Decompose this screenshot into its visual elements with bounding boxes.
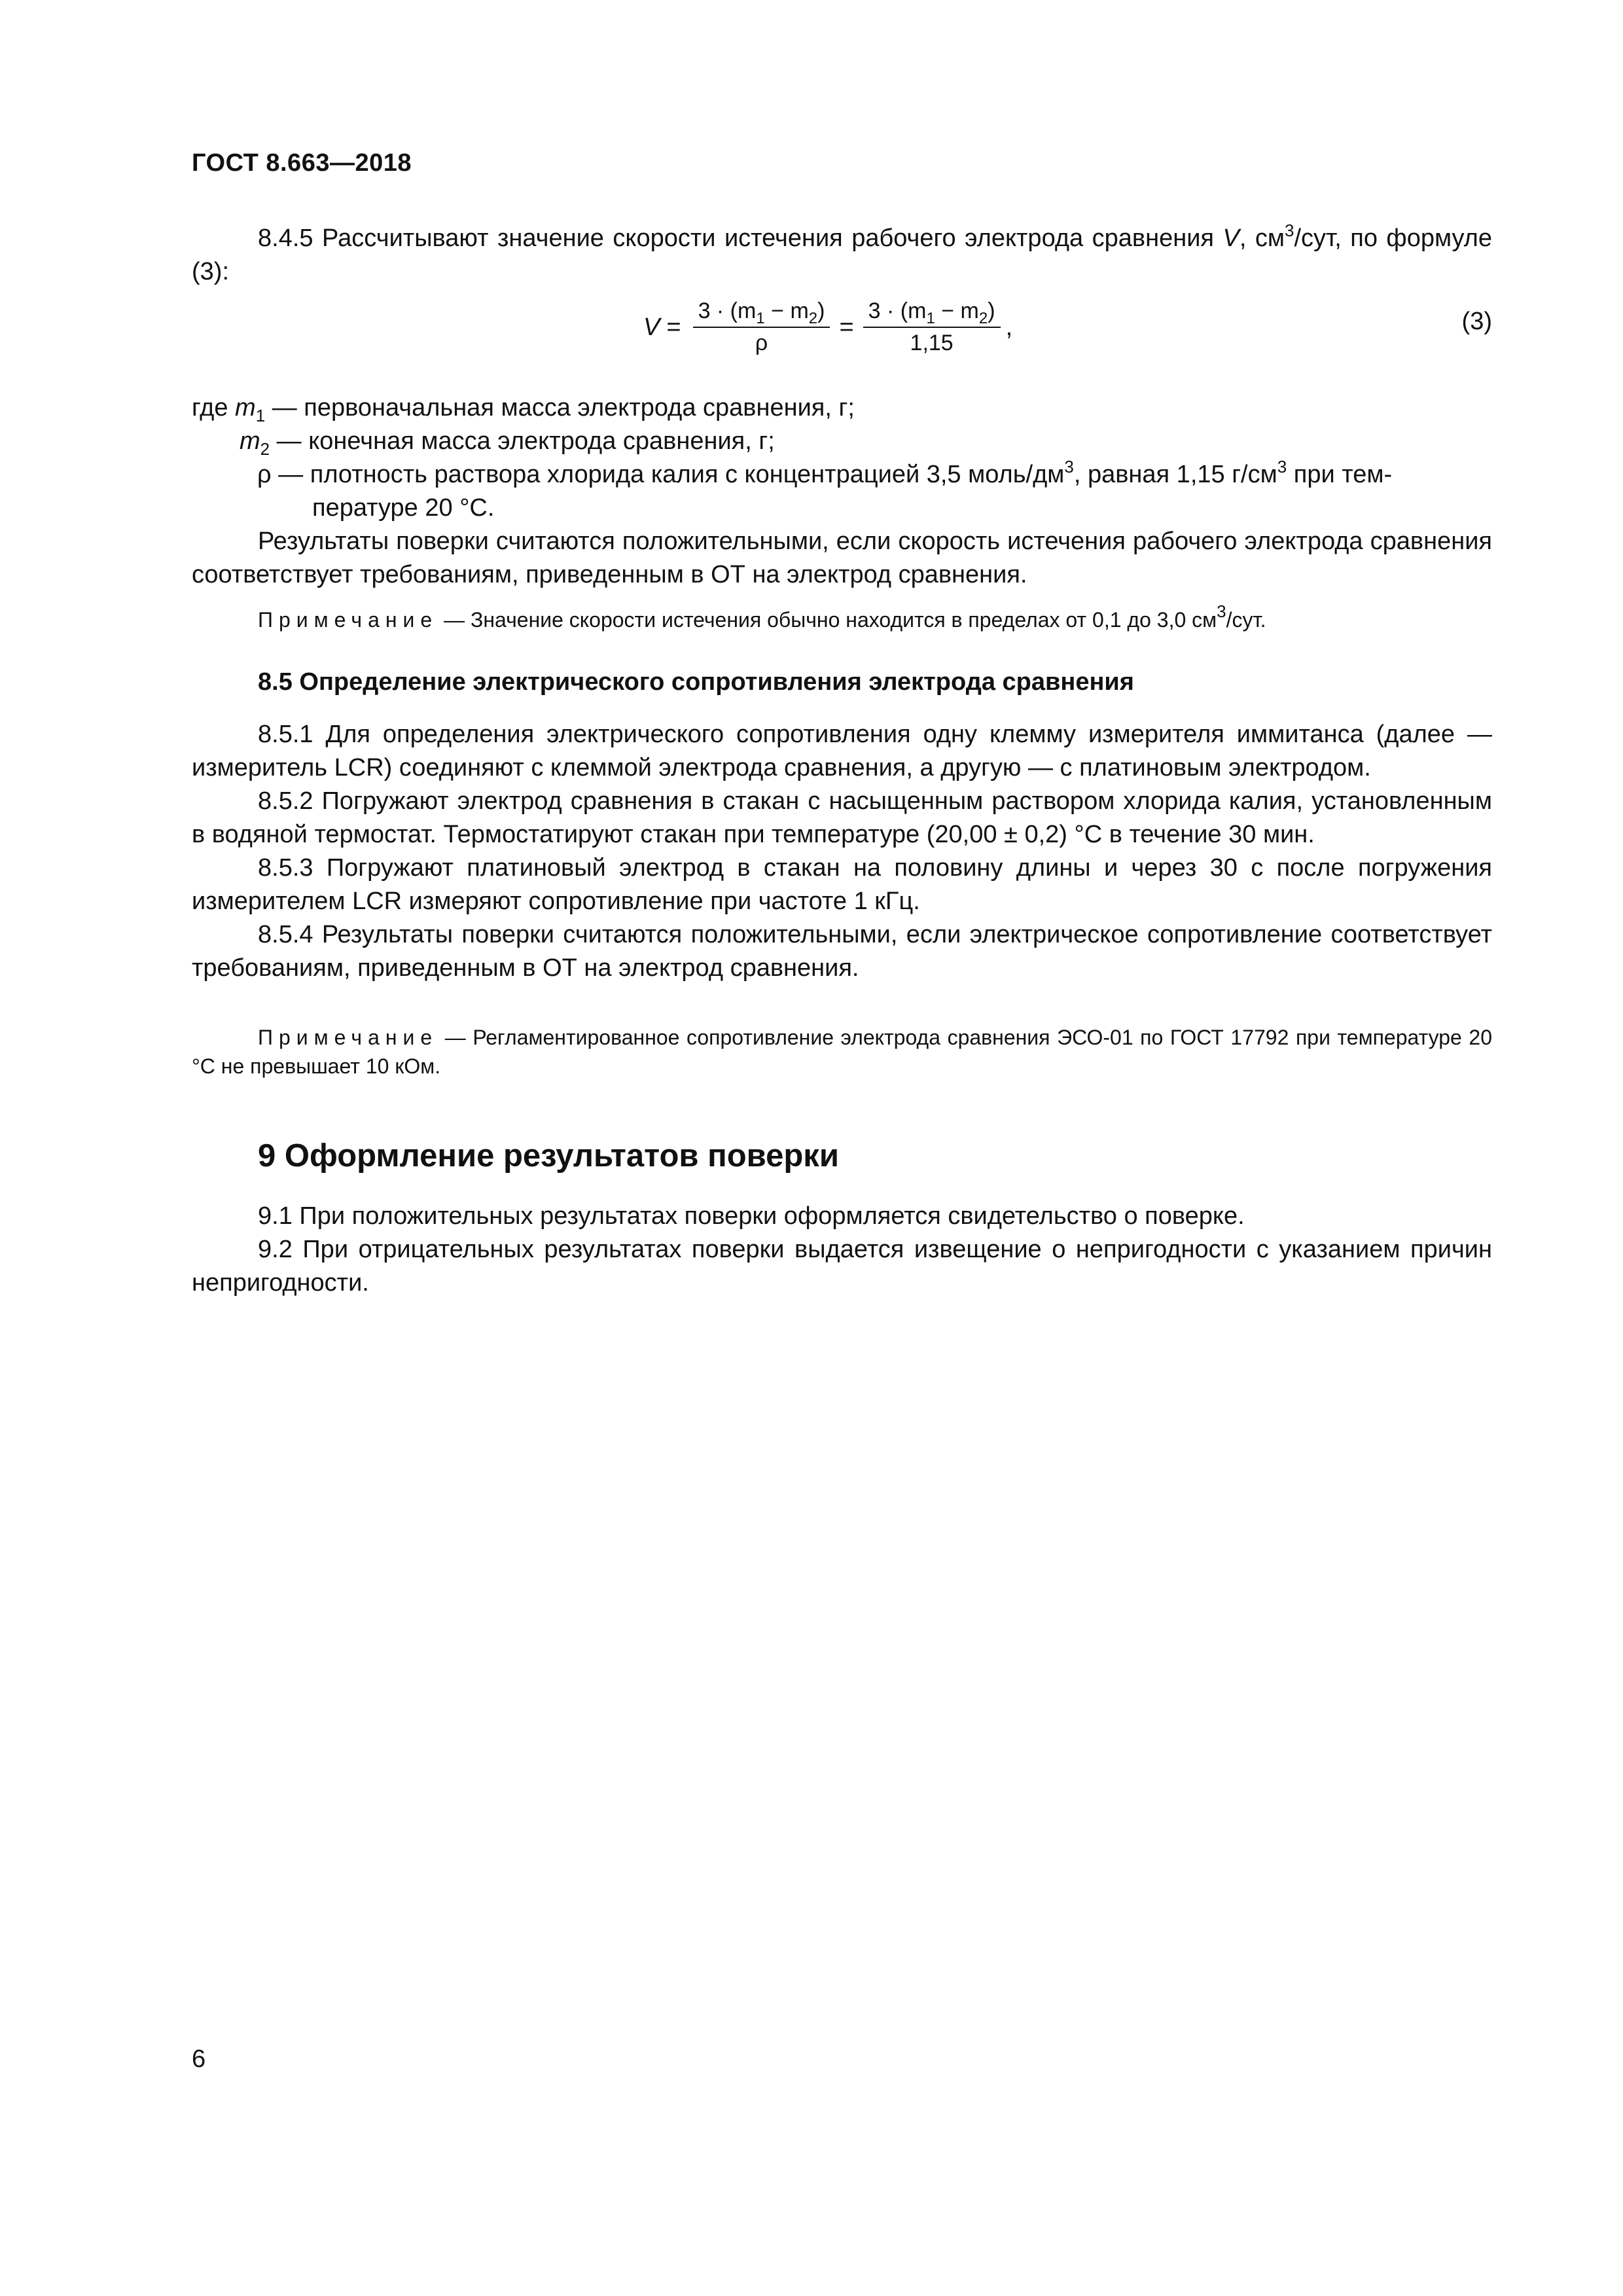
paragraph-8-5-2: 8.5.2 Погружают электрод сравнения в стакан с насыщенным раствором хлорида калия, установленным в водяной термостат. Термостатируют стакан при температуре (20,00 ± 0,2) °С в течение 30 мин.: [192, 787, 1492, 848]
rho-sym: ρ: [257, 461, 272, 488]
fraction-1-denominator: ρ: [755, 331, 768, 355]
num1-a: 3 · (m: [698, 298, 757, 323]
definition-rho-continuation: пературе 20 °С.: [312, 494, 495, 522]
section-8-5-body: [192, 718, 1492, 985]
m2-text: — конечная масса электрода сравнения, г;: [270, 427, 775, 455]
m1-sub: 1: [255, 406, 266, 425]
num2-sub1: 1: [926, 310, 935, 327]
paragraph-9-2: 9.2 При отрицательных результатах поверки выдается извещение о непригодности с указанием причин непригодности.: [192, 1236, 1492, 1297]
formula-lhs: V: [643, 313, 660, 341]
section-9-heading: 9 Оформление результатов поверки: [258, 1138, 839, 1174]
paragraph-9-1: 9.1 При положительных результатах поверки оформляется свидетельство о поверке.: [258, 1202, 1245, 1230]
rho-text3: при тем-: [1287, 461, 1393, 488]
note-1-sup: 3: [1217, 601, 1226, 621]
note-1-label: Примечание: [258, 608, 438, 632]
note-2-text: — Регламентированное сопротивление электрода сравнения ЭСО-01 по ГОСТ 17792 при температуре 20 °С не превышает 10 кОм.: [192, 1026, 1492, 1078]
note-1-text: — Значение скорости истечения обычно находится в пределах от 0,1 до 3,0 см: [438, 608, 1217, 632]
note-1-end: /сут.: [1226, 608, 1266, 632]
fraction-2: [863, 298, 1001, 356]
definition-m2: [192, 425, 1492, 458]
rho-sup: 3: [1064, 457, 1074, 476]
page-number: 6: [192, 2045, 206, 2073]
num2-mid: − m: [935, 298, 979, 323]
paragraph-8-4-5: [192, 222, 1492, 289]
rho-sup2: 3: [1277, 457, 1287, 476]
paragraph-8-5-3: 8.5.3 Погружают платиновый электрод в стакан на половину длины и через 30 с после погружения измерителем LCR измеряют сопротивление при частоте 1 кГц.: [192, 854, 1492, 915]
num1-mid: − m: [764, 298, 809, 323]
m1-text: — первоначальная масса электрода сравнения, г;: [265, 394, 855, 422]
num1-sub1: 1: [756, 310, 765, 327]
m2-sub: 2: [260, 439, 270, 459]
formula-eq1: =: [666, 313, 681, 341]
note-2: [192, 1023, 1492, 1081]
result-paragraph-1: Результаты поверки считаются положительными, если скорость истечения рабочего электрода сравнения соответствует требованиям, приведенным в ОТ на электрод сравнения.: [192, 528, 1492, 588]
rho-text1: — плотность раствора хлорида калия с концентрацией 3,5 моль/дм: [271, 461, 1065, 488]
num2-a: 3 · (m: [868, 298, 927, 323]
formula-comma: ,: [1005, 313, 1013, 341]
section-8-5-heading: 8.5 Определение электрического сопротивления электрода сравнения: [258, 668, 1134, 696]
variable-definitions: [192, 391, 1492, 592]
definition-m1-symbol: [192, 391, 855, 425]
m1-sym: m: [235, 394, 256, 422]
formula-3: [192, 288, 1492, 373]
p845-sup: 3: [1285, 221, 1294, 240]
p845-text1: 8.4.5 Рассчитывают значение скорости истечения рабочего электрода сравнения: [258, 224, 1223, 252]
num2-end: ): [988, 298, 995, 323]
fraction-1-numerator: [693, 298, 830, 328]
fraction-2-denominator: 1,15: [910, 331, 954, 355]
num1-sub2: 2: [808, 310, 818, 327]
section-9-body: [192, 1200, 1492, 1300]
formula-eq2: =: [839, 313, 854, 341]
definition-rho: [192, 458, 1492, 492]
p845-var-v: V: [1222, 224, 1240, 252]
paragraph-8-5-1: 8.5.1 Для определения электрического сопротивления одну клемму измерителя иммитанса (далее — измеритель LCR) соединяют с клеммой электрода сравнения, а другую — с платиновым электродом.: [192, 721, 1492, 781]
num2-sub2: 2: [978, 310, 988, 327]
document-header: ГОСТ 8.663—2018: [192, 149, 412, 177]
fraction-1: [693, 298, 830, 356]
fraction-2-numerator: [863, 298, 1001, 328]
note-2-label: Примечание: [258, 1026, 438, 1049]
p845-text2: , см: [1239, 224, 1285, 252]
note-1: [192, 601, 1492, 634]
rho-text2: , равная 1,15 г/см: [1073, 461, 1277, 488]
definition-m2-symbol: [240, 425, 775, 458]
definition-m1: [192, 391, 1492, 425]
m2-sym: m: [240, 427, 260, 455]
formula-number: (3): [1461, 308, 1492, 335]
formula-body: [643, 288, 1012, 367]
p845-text3: /сут, по формуле (3):: [192, 224, 1492, 285]
num1-end: ): [817, 298, 825, 323]
where-lead: где: [192, 394, 228, 422]
paragraph-8-5-4: 8.5.4 Результаты поверки считаются положительными, если электрическое сопротивление соответствует требованиям, приведенным в ОТ на электрод сравнения.: [192, 921, 1492, 982]
